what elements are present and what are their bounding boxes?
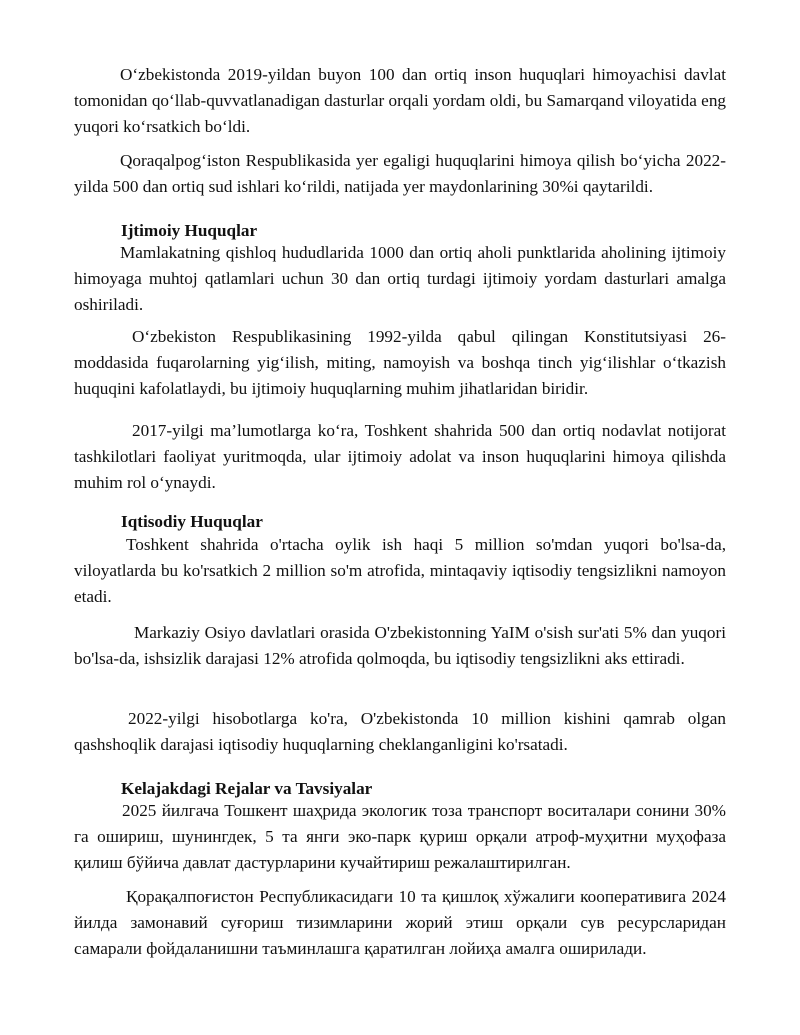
section-heading-social-rights: Ijtimoiy Huquqlar — [121, 221, 258, 240]
economic-rights-paragraph-3: 2022-yilgi hisobotlarga ko'ra, O'zbekistonda 10 million kishini qamrab olgan qashshoqlik darajasi iqtisodiy huquqlarning cheklanganligini ko'rsatadi. — [74, 709, 726, 754]
intro-paragraph-2: Qoraqalpog‘iston Respublikasida yer egaligi huquqlarini himoya qilish bo‘yicha 2022-yilda 500 dan ortiq sud ishlari ko‘rildi, natijada yer maydonlarining 30%i qaytarildi. — [74, 151, 726, 196]
social-rights-paragraph-2: O‘zbekiston Respublikasining 1992-yilda qabul qilingan Konstitutsiyasi 26-moddasida fuqarolarning yig‘ilish, miting, namoyish va boshqa tinch yig‘ilishlar o‘tkazish huquqini kafolatlaydi, bu ijtimoiy huquqlarning muhim jihatlaridan biridir. — [74, 327, 726, 398]
future-plans-paragraph-1: 2025 йилгача Тошкент шаҳрида экологик тоза транспорт воситалари сонини 30% га ошириш, шунингдек, 5 та янги эко-парк қуриш орқали атроф-муҳитни муҳофаза қилиш бўйича давлат дастурларини кучайтириш режалаштирилган. — [74, 801, 726, 872]
section-heading-economic-rights: Iqtisodiy Huquqlar — [121, 512, 263, 531]
economic-rights-paragraph-2: Markaziy Osiyo davlatlari orasida O'zbekistonning YaIM o'sish sur'ati 5% dan yuqori bo'lsa-da, ishsizlik darajasi 12% atrofida qolmoqda, bu iqtisodiy tengsizlikni aks ettiradi. — [74, 623, 726, 668]
future-plans-paragraph-2: Қорақалпоғистон Республикасидаги 10 та қишлоқ хўжалиги кооперативига 2024 йилда замонавий суғориш тизимларини жорий этиш орқали сув ресурсларидан самарали фойдаланишни таъминлашга қаратилган лойиҳа амалга оширилади. — [74, 887, 726, 958]
section-heading-future-plans: Kelajakdagi Rejalar va Tavsiyalar — [121, 779, 373, 798]
social-rights-paragraph-1: Mamlakatning qishloq hududlarida 1000 dan ortiq aholi punktlarida aholining ijtimoiy himoyaga muhtoj qatlamlari uchun 30 dan ortiq turdagi ijtimoiy yordam dasturlari amalga oshiriladi. — [74, 243, 726, 314]
intro-paragraph-1: O‘zbekistonda 2019-yildan buyon 100 dan ortiq inson huquqlari himoyachisi davlat tomonidan qo‘llab-quvvatlanadigan dasturlar orqali yordam oldi, bu Samarqand viloyatida eng yuqori ko‘rsatkich bo‘ldi. — [74, 65, 727, 136]
social-rights-paragraph-3: 2017-yilgi ma’lumotlarga ko‘ra, Toshkent shahrida 500 dan ortiq nodavlat notijorat tashkilotlari faoliyat yuritmoqda, ular ijtimoiy adolat va inson huquqlarini himoya qilishda muhim rol o‘ynaydi. — [74, 421, 726, 492]
economic-rights-paragraph-1: Toshkent shahrida o'rtacha oylik ish haqi 5 million so'mdan yuqori bo'lsa-da, viloyatlarda bu ko'rsatkich 2 million so'm atrofida, mintaqaviy iqtisodiy tengsizlikni namoyon etadi. — [74, 535, 726, 606]
